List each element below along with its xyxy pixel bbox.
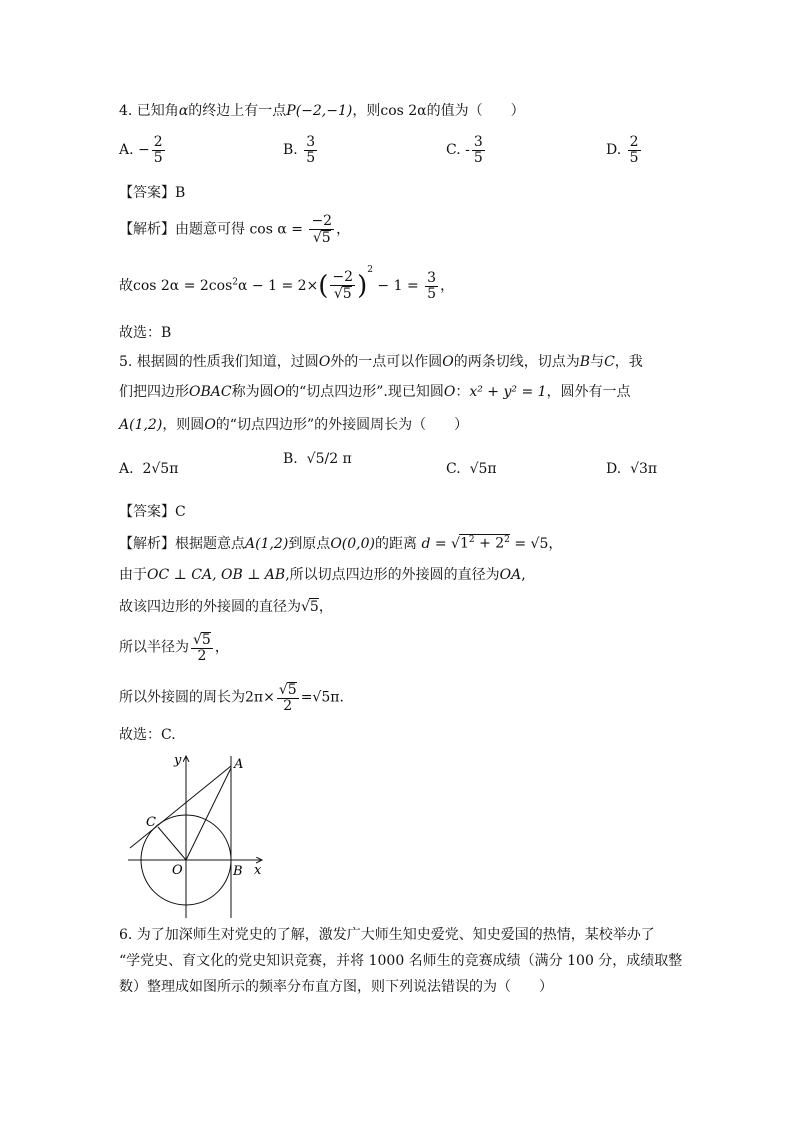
label-a: A [234, 757, 244, 772]
label-o: O [172, 863, 183, 878]
tangent-line-ac [130, 766, 231, 848]
q4-answer: 【答案】B [119, 185, 186, 201]
q5-option-d[interactable]: D. √3π [606, 461, 658, 477]
q5-choose: 故选：C. [119, 727, 176, 743]
segment-oa [186, 768, 231, 860]
label-b: B [233, 864, 243, 879]
label-x: x [254, 863, 262, 878]
q4-stem: 4. 已知角α的终边上有一点P(−2,−1)，则cos 2α的值为（ ） [119, 103, 525, 119]
alpha-symbol: α [178, 103, 189, 119]
q5-stem-line2: 们把四边形OBAC称为圆O的“切点四边形”.现已知圆O：x² + y² = 1，圆外有一点 [119, 384, 631, 400]
q6-stem-line2: “学党史、育文化的党史知识竞赛，并将 1000 名师生的竞赛成绩（满分 100 分，成绩取整 [119, 953, 683, 969]
q6-stem-line3: 数）整理成如图所示的频率分布直方图，则下列说法错误的为（ ） [119, 979, 553, 995]
q5-option-a[interactable]: A. 2√5π [119, 461, 179, 477]
q4-choose: 故选：B [119, 325, 172, 341]
label-y: y [174, 753, 182, 768]
q4-option-d[interactable]: D. $\frac{2}{5}$ [606, 134, 639, 166]
q5-option-b[interactable]: B. √5/2 π [283, 451, 352, 467]
q5-analysis-line2: 由于OC ⊥ CA, OB ⊥ AB,所以切点四边形的外接圆的直径为OA, [119, 567, 526, 583]
q5-stem-line1: 5. 根据圆的性质我们知道，过圆O外的一点可以作圆O的两条切线，切点为B与C，我 [119, 354, 643, 370]
q5-stem-line3: A(1,2)，则圆O的“切点四边形”的外接圆周长为（ ） [119, 417, 469, 433]
q6-stem-line1: 6. 为了加深师生对党史的了解，激发广大师生知史爱党、知史爱国的热情，某校举办了 [119, 927, 655, 943]
tangent-circle-figure [120, 748, 280, 923]
q5-option-c[interactable]: C. √5π [446, 461, 497, 477]
label-c: C [146, 815, 156, 830]
q4-analysis-line2: 故$\cos 2\alpha = 2\cos^2\alpha - 1 = 2\times$( $\frac{-2}{√5}$ )$^2$ − 1 = $\frac{3}{5}$ ， [119, 265, 455, 302]
q5-analysis-line3: 故该四边形的外接圆的直径为√5， [119, 599, 333, 615]
q4-analysis-line1: 【解析】由题意可得 cos α = $\frac{-2}{√5}$ ， [119, 213, 351, 246]
q5-answer: 【答案】C [119, 504, 186, 520]
q5-analysis-line1: 【解析】根据题意点A(1,2)到原点O(0,0)的距离 $d = √1^2 + 2^2 = √5$， [119, 535, 563, 552]
q4-option-c[interactable]: C. - $\frac{3}{5}$ [446, 134, 483, 166]
q4-option-a[interactable]: A. − $\frac{2}{5}$ [119, 134, 163, 166]
q4-option-b[interactable]: B. $\frac{3}{5}$ [283, 134, 316, 166]
q5-analysis-line5: 所以外接圆的周长为2π× $\frac{√5}{2}$ =√5π. [119, 682, 344, 714]
segment-oc [158, 827, 186, 860]
q5-analysis-line4: 所以半径为 $\frac{√5}{2}$ ， [119, 632, 229, 664]
